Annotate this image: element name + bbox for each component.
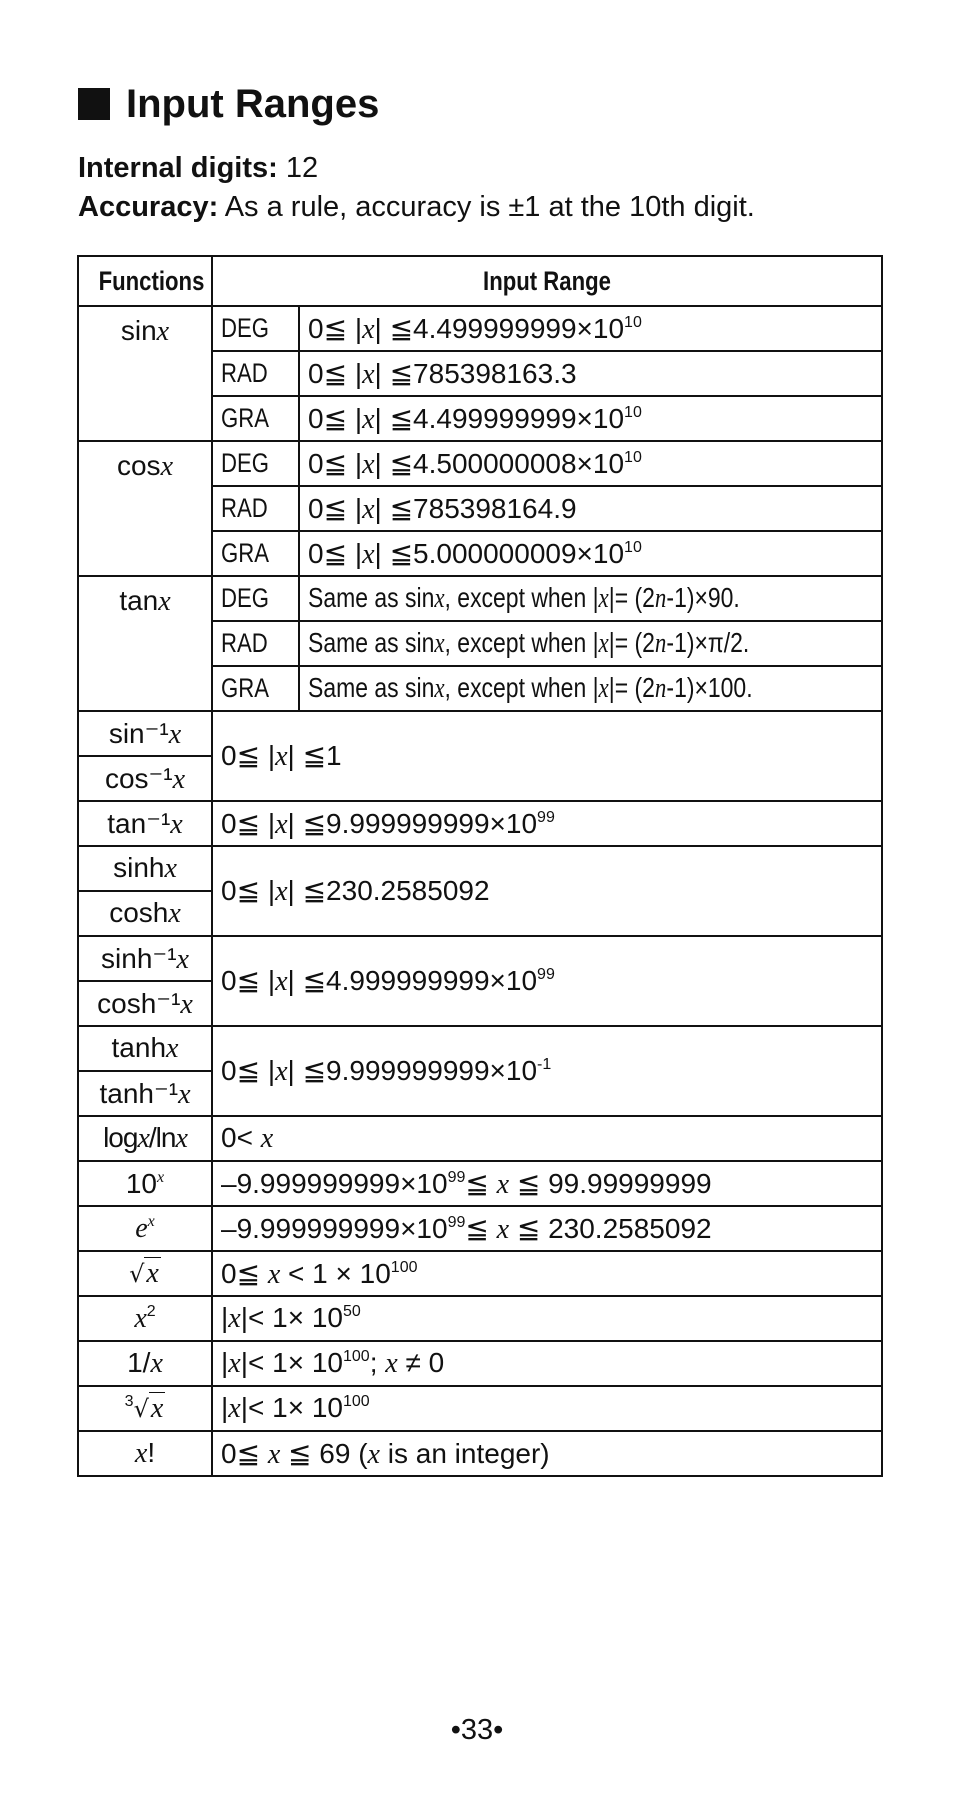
input-range-cell: Same as sinx, except when |x|= (2n-1)×π/2. <box>299 621 882 666</box>
input-range-cell: Same as sinx, except when |x|= (2n-1)×90. <box>299 576 882 621</box>
input-range-header: Input Range <box>212 256 882 306</box>
table-row <box>78 846 882 891</box>
angle-mode-cell: DEG <box>212 306 299 351</box>
input-range-cell: 0≦ |x| ≦230.2585092 <box>212 846 882 936</box>
input-range-cell: 0≦ |x| $≦4.500000008\times 10^{10}$ <box>299 441 882 486</box>
input-range-cell: $|x|< 1\times 10^{50}$ <box>212 1296 882 1341</box>
function-cell-coshx: coshx <box>78 891 212 936</box>
input-range-cell: 0≦ |x| ≦1 <box>212 711 882 801</box>
function-cell-tan-x: tan⁻¹x <box>78 801 212 846</box>
function-cell-tanh-x: tanh⁻¹x <box>78 1071 212 1116</box>
function-cell-sinhx: sinhx <box>78 846 212 891</box>
page-title-text: Input Ranges <box>126 81 380 126</box>
angle-mode-cell: GRA <box>212 531 299 576</box>
table-row <box>78 576 882 621</box>
function-cell-tanx: tanx <box>78 576 212 711</box>
angle-mode-cell: GRA <box>212 396 299 441</box>
function-cell-e-x: $e^x$ <box>78 1206 212 1251</box>
function-cell-tanhx: tanhx <box>78 1026 212 1071</box>
table-row <box>78 1431 882 1476</box>
internal-digits-line <box>78 152 318 185</box>
input-range-table <box>77 255 883 1477</box>
table-row <box>78 441 882 486</box>
function-cell-cos-x: cos⁻¹x <box>78 756 212 801</box>
internal-digits-label: Internal digits: <box>78 152 278 184</box>
table-row <box>78 306 882 351</box>
function-cell-sinx: sinx <box>78 306 212 441</box>
function-cell-x: $^3$√x <box>78 1386 212 1431</box>
table-row <box>78 1296 882 1341</box>
angle-mode-cell: DEG <box>212 576 299 621</box>
table-row <box>78 1341 882 1386</box>
function-cell-x: x! <box>78 1431 212 1476</box>
function-cell-logx-lnx: logx/lnx <box>78 1116 212 1161</box>
input-range-cell: $|x|< 1\times 10^{100}$ <box>212 1386 882 1431</box>
input-range-cell: 0≦ $x < 1 \times 10^{100}$ <box>212 1251 882 1296</box>
input-range-cell: $|x|< 1\times 10^{100}$; x ≠ 0 <box>212 1341 882 1386</box>
table-row <box>78 936 882 981</box>
angle-mode-cell: DEG <box>212 441 299 486</box>
function-cell-sin-x: sin⁻¹x <box>78 711 212 756</box>
internal-digits-value: 12 <box>285 152 319 184</box>
table-body <box>78 306 882 1476</box>
input-range-cell: 0≦ |x| ≦785398163.3 <box>299 351 882 396</box>
accuracy-label: Accuracy: <box>78 191 219 223</box>
table-row <box>78 1161 882 1206</box>
angle-mode-cell: GRA <box>212 666 299 711</box>
table-row <box>78 1116 882 1161</box>
table-row <box>78 1251 882 1296</box>
input-range-cell: 0≦ |x| $≦5.000000009\times 10^{10}$ <box>299 531 882 576</box>
table-row <box>78 1386 882 1431</box>
function-cell-1-x: 1/x <box>78 1341 212 1386</box>
input-range-cell: 0≦ |x| ≦785398164.9 <box>299 486 882 531</box>
function-cell-x: $x^2$ <box>78 1296 212 1341</box>
input-range-cell: $-9.999999999\times 10^{99}≦$ x ≦ 230.2585092 <box>212 1206 882 1251</box>
input-range-cell: 0≦ |x| $≦4.499999999\times 10^{10}$ <box>299 396 882 441</box>
functions-header: Functions <box>78 256 212 306</box>
table-row <box>78 1026 882 1071</box>
angle-mode-cell: RAD <box>212 486 299 531</box>
input-range-cell: 0≦ |x| $≦4.999999999\times 10^{99}$ <box>212 936 882 1026</box>
table-row <box>78 1206 882 1251</box>
angle-mode-cell: RAD <box>212 621 299 666</box>
function-cell-cosx: cosx <box>78 441 212 576</box>
input-range-cell: 0≦ |x| $≦9.999999999\times 10^{99}$ <box>212 801 882 846</box>
table-row <box>78 801 882 846</box>
input-range-cell: 0≦ |x| $≦9.999999999\times 10^{-1}$ <box>212 1026 882 1116</box>
input-range-cell: 0≦ x ≦ 69 (x is an integer) <box>212 1431 882 1476</box>
function-cell-sinh-x: sinh⁻¹x <box>78 936 212 981</box>
accuracy-line <box>78 191 755 224</box>
input-range-cell: 0< x <box>212 1116 882 1161</box>
page-title <box>78 76 379 132</box>
table-row <box>78 711 882 756</box>
table-header-row <box>78 256 882 306</box>
function-cell-cosh-x: cosh⁻¹x <box>78 981 212 1026</box>
input-range-cell: $-9.999999999\times 10^{99}≦$ x ≦ 99.99999999 <box>212 1161 882 1206</box>
accuracy-value: As a rule, accuracy is ±1 at the 10th digit. <box>224 191 755 223</box>
function-cell-x: √x <box>78 1251 212 1296</box>
angle-mode-cell: RAD <box>212 351 299 396</box>
input-range-cell: 0≦ |x| $≦4.499999999\times 10^{10}$ <box>299 306 882 351</box>
function-cell-10-x: 10$^x$ <box>78 1161 212 1206</box>
black-square-icon <box>78 88 110 120</box>
page-number: •33• <box>450 1714 504 1746</box>
input-range-cell: Same as sinx, except when |x|= (2n-1)×100. <box>299 666 882 711</box>
